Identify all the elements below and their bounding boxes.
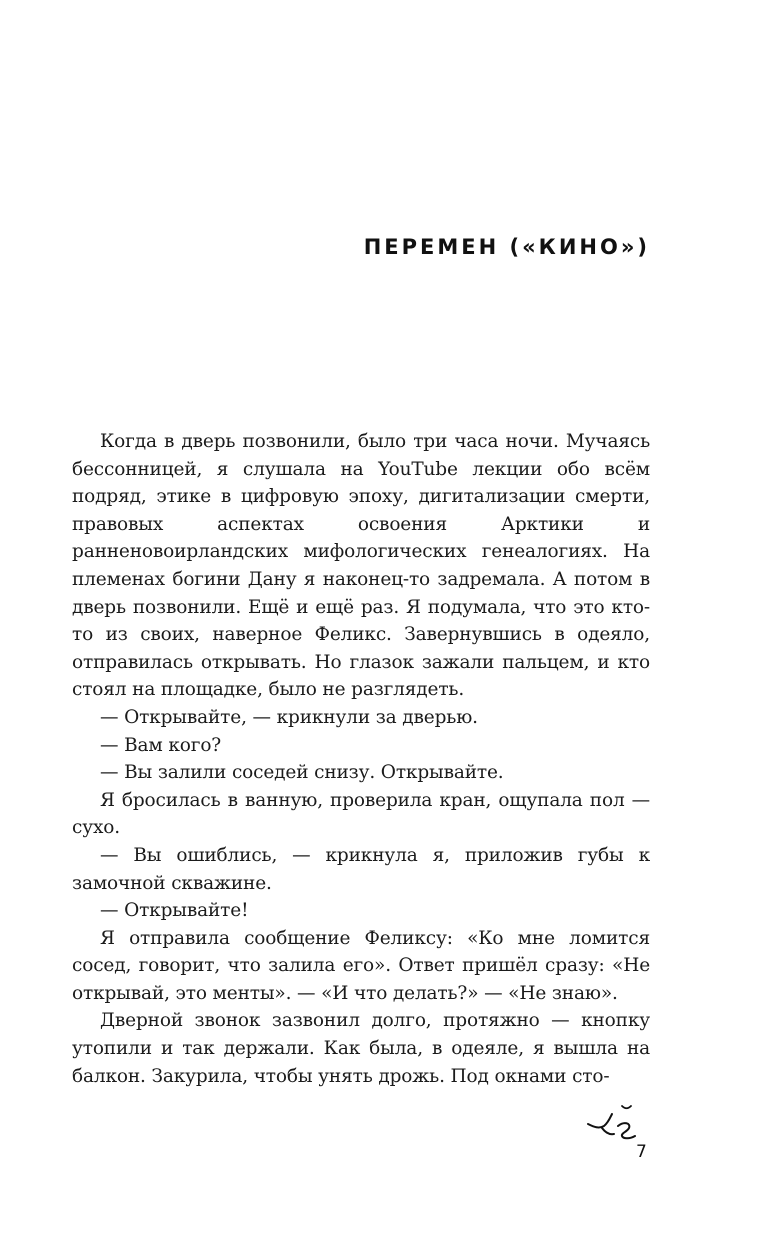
chapter-title: ПЕРЕМЕН («КИНО») bbox=[363, 235, 650, 259]
body-text bbox=[72, 428, 650, 1090]
paragraph-3: — Вам кого? bbox=[100, 734, 222, 756]
ornament-squiggle-icon bbox=[585, 1100, 645, 1142]
page-number: 7 bbox=[636, 1142, 647, 1162]
paragraph-9: Дверной звонок зазвонил долго, протяжно — кнопку утопили и так держали. Как была, в одеяле, я вышла на балкон. Закурила, чтобы унять дрожь. Под окнами сто- bbox=[72, 1010, 650, 1087]
paragraph-8: Я отправила сообщение Феликсу: «Ко мне ломится сосед, говорит, что залила его». Ответ пришёл сразу: «Не открывай, это менты». — «И что делать?» — «Не знаю». bbox=[72, 927, 650, 1004]
paragraph-1: Когда в дверь позвонили, было три часа ночи. Мучаясь бессонницей, я слушала на YouTube лекции обо всём подряд, этике в цифровую эпоху, дигитализации смерти, правовых аспектах освоения Арктики и ранненовоирландских мифологических генеалогиях. На племенах богини Дану я наконец-то задремала. А потом в дверь позвонили. Ещё и ещё раз. Я подумала, что это кто-то из своих, наверное Феликс. Завернувшись в одеяло, отправилась открывать. Но глазок зажали пальцем, и кто стоял на площадке, было не разглядеть. bbox=[72, 431, 650, 701]
paragraph-5: Я бросилась в ванную, проверила кран, ощупала пол — сухо. bbox=[72, 789, 650, 839]
paragraph-2: — Открывайте, — крикнули за дверью. bbox=[100, 706, 478, 728]
paragraph-4: — Вы залили соседей снизу. Открывайте. bbox=[100, 762, 504, 784]
paragraph-7: — Открывайте! bbox=[100, 900, 249, 922]
paragraph-6: — Вы ошиблись, — крикнула я, приложив губы к замочной скважине. bbox=[72, 844, 650, 894]
